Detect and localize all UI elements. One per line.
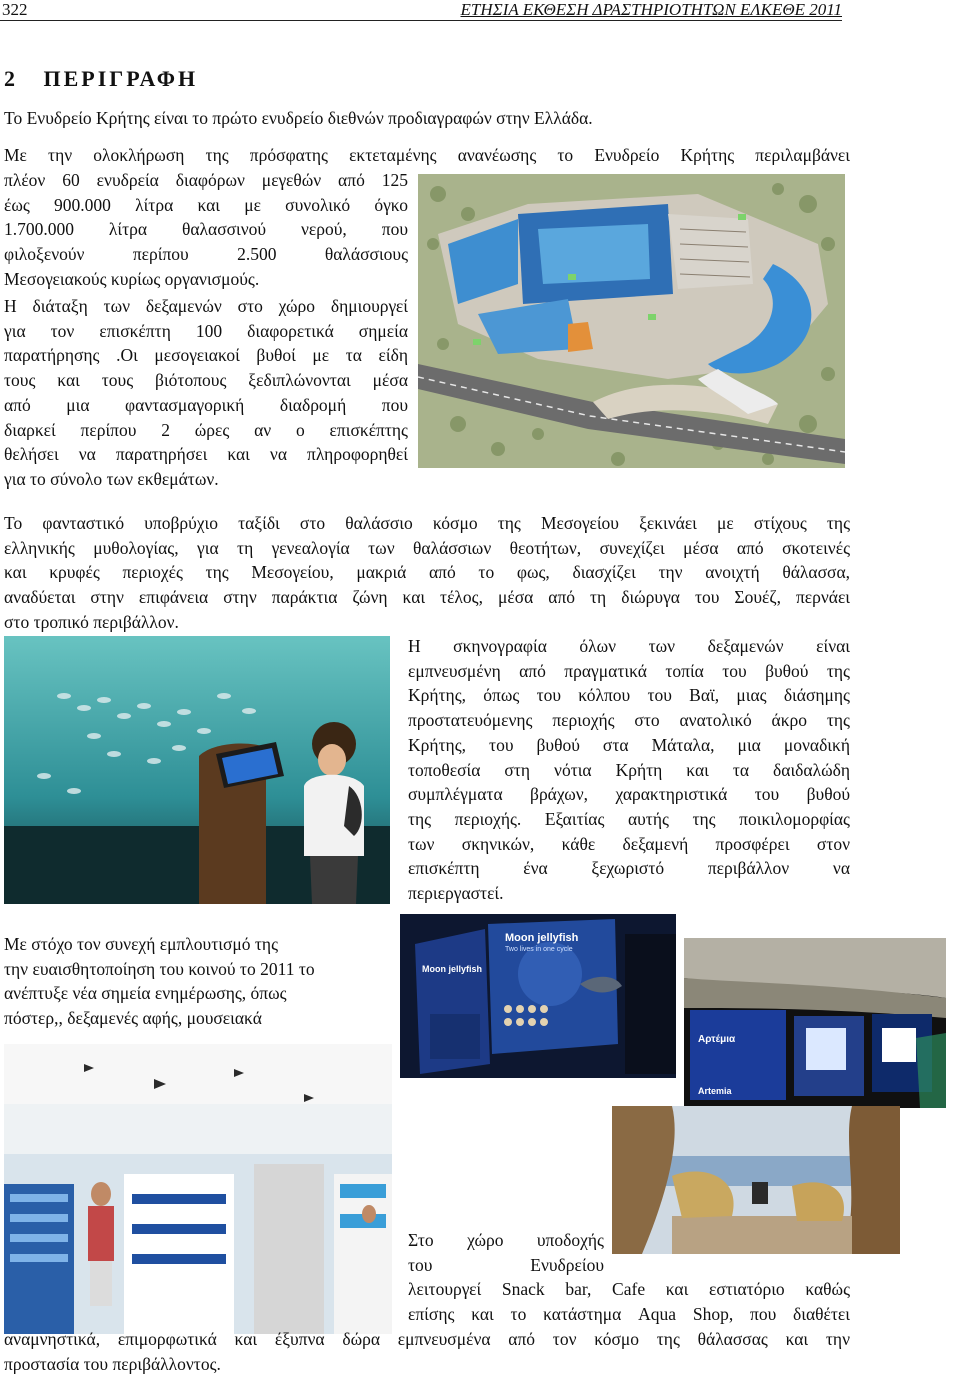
running-header [0,0,842,21]
para4-line: προστατευόμενης περιοχής στο ανατολικό άκρο της [408,710,850,731]
para2-line: για το σύνολο των εκθεμάτων. [4,468,219,489]
aquarium-kiosk-photo [4,636,390,904]
para3-line: αναδύεται στην επιφάνεια στην παράκτια ζώνη και τέλος, μέσα από τη διώρυγα του Σουέζ, περνάει [4,587,850,608]
artemia-illustration [684,938,946,1108]
para3-line: ελληνικής μυθολογίας, για τη γενεαλογία των θαλάσσιων θεοτήτων, συνεχίζει μέσα από σκοτεινές [4,537,850,558]
para5-block [4,932,384,1031]
para6-line: λειτουργεί Snack bar, Cafe και εστιατόριο καθώς [408,1279,850,1299]
para6-head-block [408,1228,604,1277]
artemia-label-greek: Αρτέμια [698,1034,736,1045]
para4-line: των σκηνικών, κάθε δεξαμενή προσφέρει στον [408,833,850,854]
para6-line: αναμνηστικά, επιμορφωτικά και έξυπνα δώρα εμπνευσμένα από τον κόσμο της θάλασσας και την [4,1329,850,1349]
para1-line: 1.700.000 λίτρα θαλασσινού νερού, που [4,219,408,240]
para1-line: πλέον 60 ενυδρεία διαφόρων μεγεθών από 125 [4,170,408,190]
para1-line: έως 900.000 λίτρα και με συνολικό όγκο [4,194,408,215]
para1-line: φιλοξενούν περίπου 2.500 θαλάσσιους [4,244,408,265]
para6-mid-block [408,1277,850,1326]
para4-line: συμπλέγματα βράχων, χαρακτηριστικά του βυθού [408,784,850,805]
para4-line: της περιοχής. Εξαιτίας αυτής της ποικιλομορφίας [408,808,850,829]
para2-line: διαρκεί περίπου 2 ώρες αν ο επισκέπτης [4,419,408,440]
para4-line: Κρήτης, όπως του κόλπου του Βαϊ, μιας διάσημης [408,685,850,706]
aqua-shop-photo [4,1044,392,1334]
para6-line: Στο χώρο υποδοχής [408,1230,604,1250]
reception-illustration [612,1106,900,1254]
para2-line: από μια φαντασμαγορική διαδρομή που [4,394,408,415]
para1-block [4,168,408,292]
para3-line: στο τροπικό περιβάλλον. [4,611,179,632]
para4-line: τοποθεσία στη νότια Κρήτη και τα δαιδαλώδη [408,759,850,780]
reception-area-photo [612,1106,900,1254]
para1-line-full: Με την ολοκλήρωση της πρόσφατης εκτεταμένης ανανέωσης το Ενυδρείο Κρήτης περιλαμβάνει [4,145,850,165]
para4-line: Κρήτης, του βυθού στα Μάταλα, μια μοναδική [408,734,850,755]
section-number: 2 [4,66,18,91]
intro-paragraph: Το Ενυδρείο Κρήτης είναι το πρώτο ενυδρείο διεθνών προδιαγραφών στην Ελλάδα. [4,108,593,128]
para5-line: πόστερ,, δεξαμενές αφής, μουσειακά [4,1008,262,1029]
para4-line: Η σκηνογραφία όλων των δεξαμενών είναι [408,636,850,656]
para2-line: θελήσει να παρατηρήσει και να πληροφορηθεί [4,444,408,465]
artemia-label-english: Artemia [698,1086,732,1096]
exhibit-panels-photo [400,914,676,1078]
panel-main-title: Moon jellyfish [505,932,579,944]
aqua-shop-illustration [4,1044,392,1334]
para4-line: επισκέπτη ένα ξεχωριστό περιβάλλον να [408,858,850,879]
para4-line: εμπνευσμένη από πραγματικά τοπία του βυθού της [408,660,850,681]
artemia-exhibit-photo [684,938,946,1108]
para5-line: ανέπτυξε νέα σημεία ενημέρωσης, όπως [4,983,287,1004]
para6-tail-block [4,1327,850,1376]
para2-line: Η διάταξη των δεξαμενών στο χώρο δημιουργεί [4,296,408,316]
para6-line: προστασία του περιβάλλοντος. [4,1353,221,1374]
para6-line: επίσης και το κατάστημα Aqua Shop, που διαθέτει [408,1303,850,1324]
para4-line: περιεργαστεί. [408,883,504,904]
para3-block [4,511,850,635]
section-heading [4,66,198,92]
para3-line: Το φανταστικό υποβρύχιο ταξίδι στο θαλάσσιο κόσμο της Μεσογείου ξεκινάει με στίχους της [4,513,850,533]
running-title: ΕΤΗΣΙΑ ΕΚΘΕΣΗ ΔΡΑΣΤΗΡΙΟΤΗΤΩΝ ΕΛΚΕΘΕ 2011 [460,0,842,19]
panel-left-title: Moon jellyfish [422,964,483,974]
para2-block [4,294,408,492]
para5-line: την ευαισθητοποίηση του κοινού το 2011 το [4,958,315,979]
para1-line: Μεσογειακούς κυρίως οργανισμούς. [4,268,260,289]
para3-line: και κρυφές περιοχές της Μεσογείου, μακριά από το φως, διασχίζει την ανοιχτή θάλασσα, [4,562,850,583]
panel-main-subtitle: Two lives in one cycle [505,946,573,953]
aquarium-aerial-photo [418,174,845,468]
para4-block [408,634,850,906]
para5-line: Με στόχο τον συνεχή εμπλουτισμό της [4,934,278,954]
aerial-illustration [418,174,845,468]
aquarium-illustration [4,636,390,904]
para2-line: για τον επισκέπτη 100 διαφορετικά σημεία [4,320,408,341]
page-number: 322 [2,0,28,19]
para6-line: του Ενυδρείου [408,1254,604,1275]
para2-line: παρατήρησης .Οι μεσογειακοί βυθοί με τα είδη [4,345,408,366]
para2-line: τους και τους βιότοπους ξεδιπλώνονται μέσα [4,370,408,391]
section-title: ΠΕΡΙΓΡΑΦΗ [43,66,199,91]
